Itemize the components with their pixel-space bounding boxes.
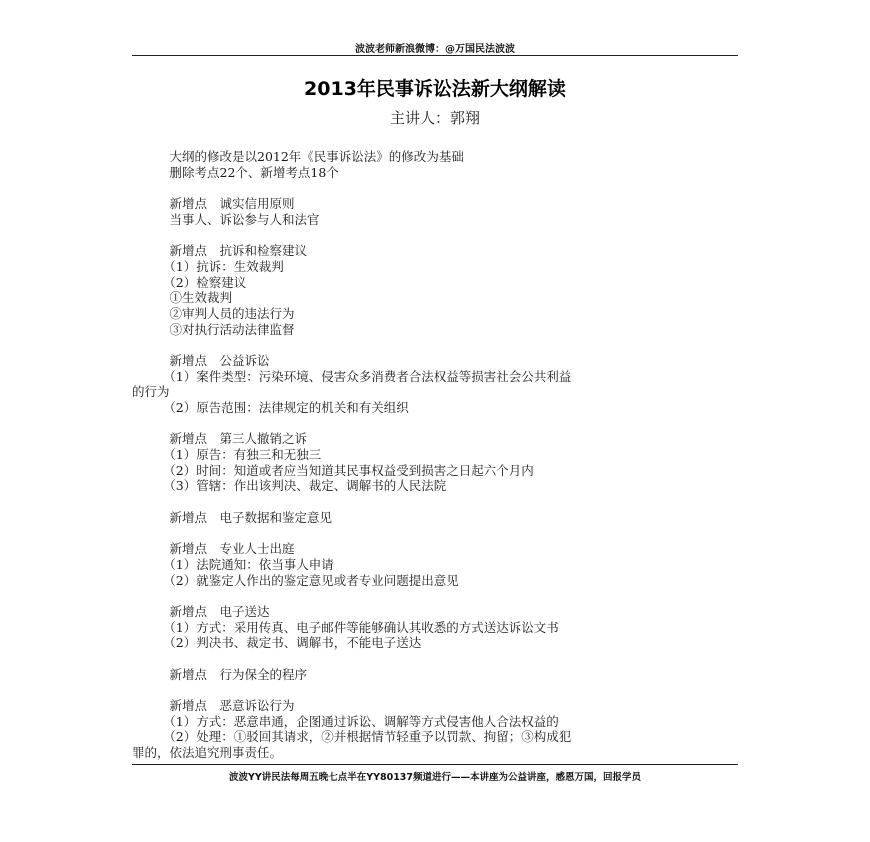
text-line: （1）法院通知：依当事人申请 xyxy=(132,556,334,572)
header-text: 波波老师新浪微博：@万国民法波波 xyxy=(355,44,515,55)
text-line: 的行为 xyxy=(132,384,170,400)
text-line: 新增点 行为保全的程序 xyxy=(132,666,308,682)
text-line: 新增点 抗诉和检察建议 xyxy=(132,243,308,259)
text-line: ②审判人员的违法行为 xyxy=(132,305,295,321)
header-divider xyxy=(132,55,738,56)
blank-line xyxy=(132,682,738,698)
blank-line xyxy=(132,526,738,542)
document-title: 2013年民事诉讼法新大纲解读 xyxy=(304,78,566,100)
text-line: （1）方式：恶意串通，企图通过诉讼、调解等方式侵害他人合法权益的 xyxy=(132,713,559,729)
text-line: （1）案件类型：污染环境、侵害众多消费者合法权益等损害社会公共利益 xyxy=(132,368,572,384)
text-line: 罪的，依法追究刑事责任。 xyxy=(132,745,283,761)
text-line: （1）抗诉：生效裁判 xyxy=(132,258,284,274)
text-line: 新增点 电子送达 xyxy=(132,603,270,619)
text-line: 新增点 电子数据和鉴定意见 xyxy=(132,509,333,525)
text-line: （1）原告：有独三和无独三 xyxy=(132,447,322,463)
footer-text: 波波YY讲民法每周五晚七点半在YY80137频道进行——本讲座为公益讲座，感恩万国，回报学员 xyxy=(228,772,642,783)
text-line: 大纲的修改是以2012年《民事诉讼法》的修改为基础 xyxy=(132,149,464,164)
text-line: 新增点 公益诉讼 xyxy=(132,352,270,368)
text-line: （3）管辖：作出该判决、裁定、调解书的人民法院 xyxy=(132,478,447,494)
text-line: 当事人、诉讼参与人和法官 xyxy=(132,211,320,227)
text-line: 新增点 第三人撤销之诉 xyxy=(132,431,308,447)
blank-line xyxy=(132,588,738,604)
text-line: （2）原告范围：法律规定的机关和有关组织 xyxy=(132,400,409,415)
text-line: （2）判决书、裁定书、调解书，不能电子送达 xyxy=(132,635,422,651)
blank-line xyxy=(132,337,738,353)
text-line: （2）时间：知道或者应当知道其民事权益受到损害之日起六个月内 xyxy=(132,462,534,478)
blank-line xyxy=(132,227,738,243)
text-line: 新增点 专业人士出庭 xyxy=(132,541,295,557)
text-line: ③对执行活动法律监督 xyxy=(132,321,295,337)
text-line: ①生效裁判 xyxy=(132,290,233,306)
text-line: 新增点 恶意诉讼行为 xyxy=(132,698,295,714)
text-line: （2）检察建议 xyxy=(132,274,247,290)
blank-line xyxy=(132,651,738,667)
speaker-line: 主讲人：郭翔 xyxy=(389,109,480,127)
blank-line xyxy=(132,416,738,432)
text-line: （2）处理：①驳回其请求，②并根据情节轻重予以罚款、拘留；③构成犯 xyxy=(132,729,572,745)
document-body xyxy=(132,149,738,761)
text-line: 删除考点22个、新增考点18个 xyxy=(132,164,339,180)
text-line: 新增点 诚实信用原则 xyxy=(132,196,295,212)
text-line: （2）就鉴定人作出的鉴定意见或者专业问题提出意见 xyxy=(132,572,459,588)
footer-divider xyxy=(132,764,738,765)
blank-line xyxy=(132,180,738,196)
text-line: （1）方式：采用传真、电子邮件等能够确认其收悉的方式送达诉讼文书 xyxy=(132,619,559,635)
blank-line xyxy=(132,494,738,510)
